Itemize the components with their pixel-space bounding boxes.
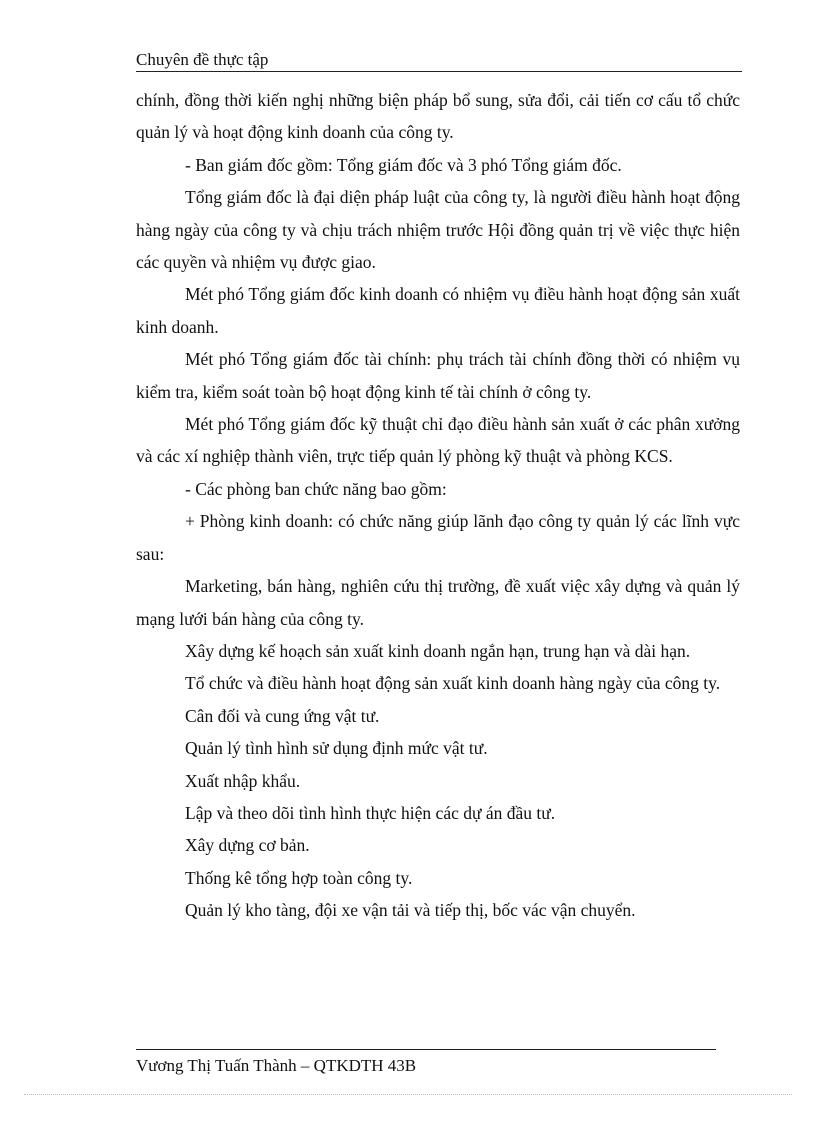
paragraph: Mét phó Tổng giám đốc kinh doanh có nhiệm vụ điều hành hoạt động sản xuất kinh doanh. [136,284,740,337]
paragraph: Thống kê tổng hợp toàn công ty. [185,867,413,888]
paragraph: Cân đối và cung ứng vật tư. [185,705,380,726]
paragraph: Lập và theo dõi tình hình thực hiện các dự án đầu tư. [185,802,556,823]
page-header: Chuyên đề thực tập [136,50,742,72]
footer-divider [136,1049,716,1050]
page-footer: Vương Thị Tuấn Thành – QTKDTH 43B [136,1056,417,1075]
paragraph: Xây dựng kế hoạch sản xuất kinh doanh ngắn hạn, trung hạn và dài hạn. [185,640,691,661]
paragraph: Quản lý tình hình sử dụng định mức vật tư. [185,738,488,759]
body-text [136,84,740,927]
paragraph: - Ban giám đốc gồm: Tổng giám đốc và 3 phó Tổng giám đốc. [185,154,622,175]
paragraph: Xây dựng cơ bản. [185,835,310,856]
paragraph: chính, đồng thời kiến nghị những biện pháp bổ sung, sửa đổi, cải tiến cơ cấu tổ chức quản lý và hoạt động kinh doanh của công ty. [136,90,740,143]
paragraph: Tổ chức và điều hành hoạt động sản xuất kinh doanh hàng ngày của công ty. [185,673,721,694]
paragraph: + Phòng kinh doanh: có chức năng giúp lãnh đạo công ty quản lý các lĩnh vực sau: [136,511,740,564]
paragraph: Marketing, bán hàng, nghiên cứu thị trường, đề xuất việc xây dựng và quản lý mạng lưới bán hàng của công ty. [136,576,740,629]
paragraph: Mét phó Tổng giám đốc tài chính: phụ trách tài chính đồng thời có nhiệm vụ kiểm tra, kiểm soát toàn bộ hoạt động kinh tế tài chính ở công ty. [136,349,740,402]
page-edge-divider [24,1094,792,1095]
paragraph: Xuất nhập khẩu. [185,770,301,791]
paragraph: Quản lý kho tàng, đội xe vận tải và tiếp thị, bốc vác vận chuyển. [185,900,636,921]
paragraph: Mét phó Tổng giám đốc kỹ thuật chỉ đạo điều hành sản xuất ở các phân xưởng và các xí nghiệp thành viên, trực tiếp quản lý phòng kỹ thuật và phòng KCS. [136,414,740,467]
paragraph: Tổng giám đốc là đại diện pháp luật của công ty, là người điều hành hoạt động hàng ngày của công ty và chịu trách nhiệm trước Hội đồng quản trị về việc thực hiện các quyền và nhiệm vụ được giao. [136,187,740,273]
paragraph: - Các phòng ban chức năng bao gồm: [185,478,447,499]
